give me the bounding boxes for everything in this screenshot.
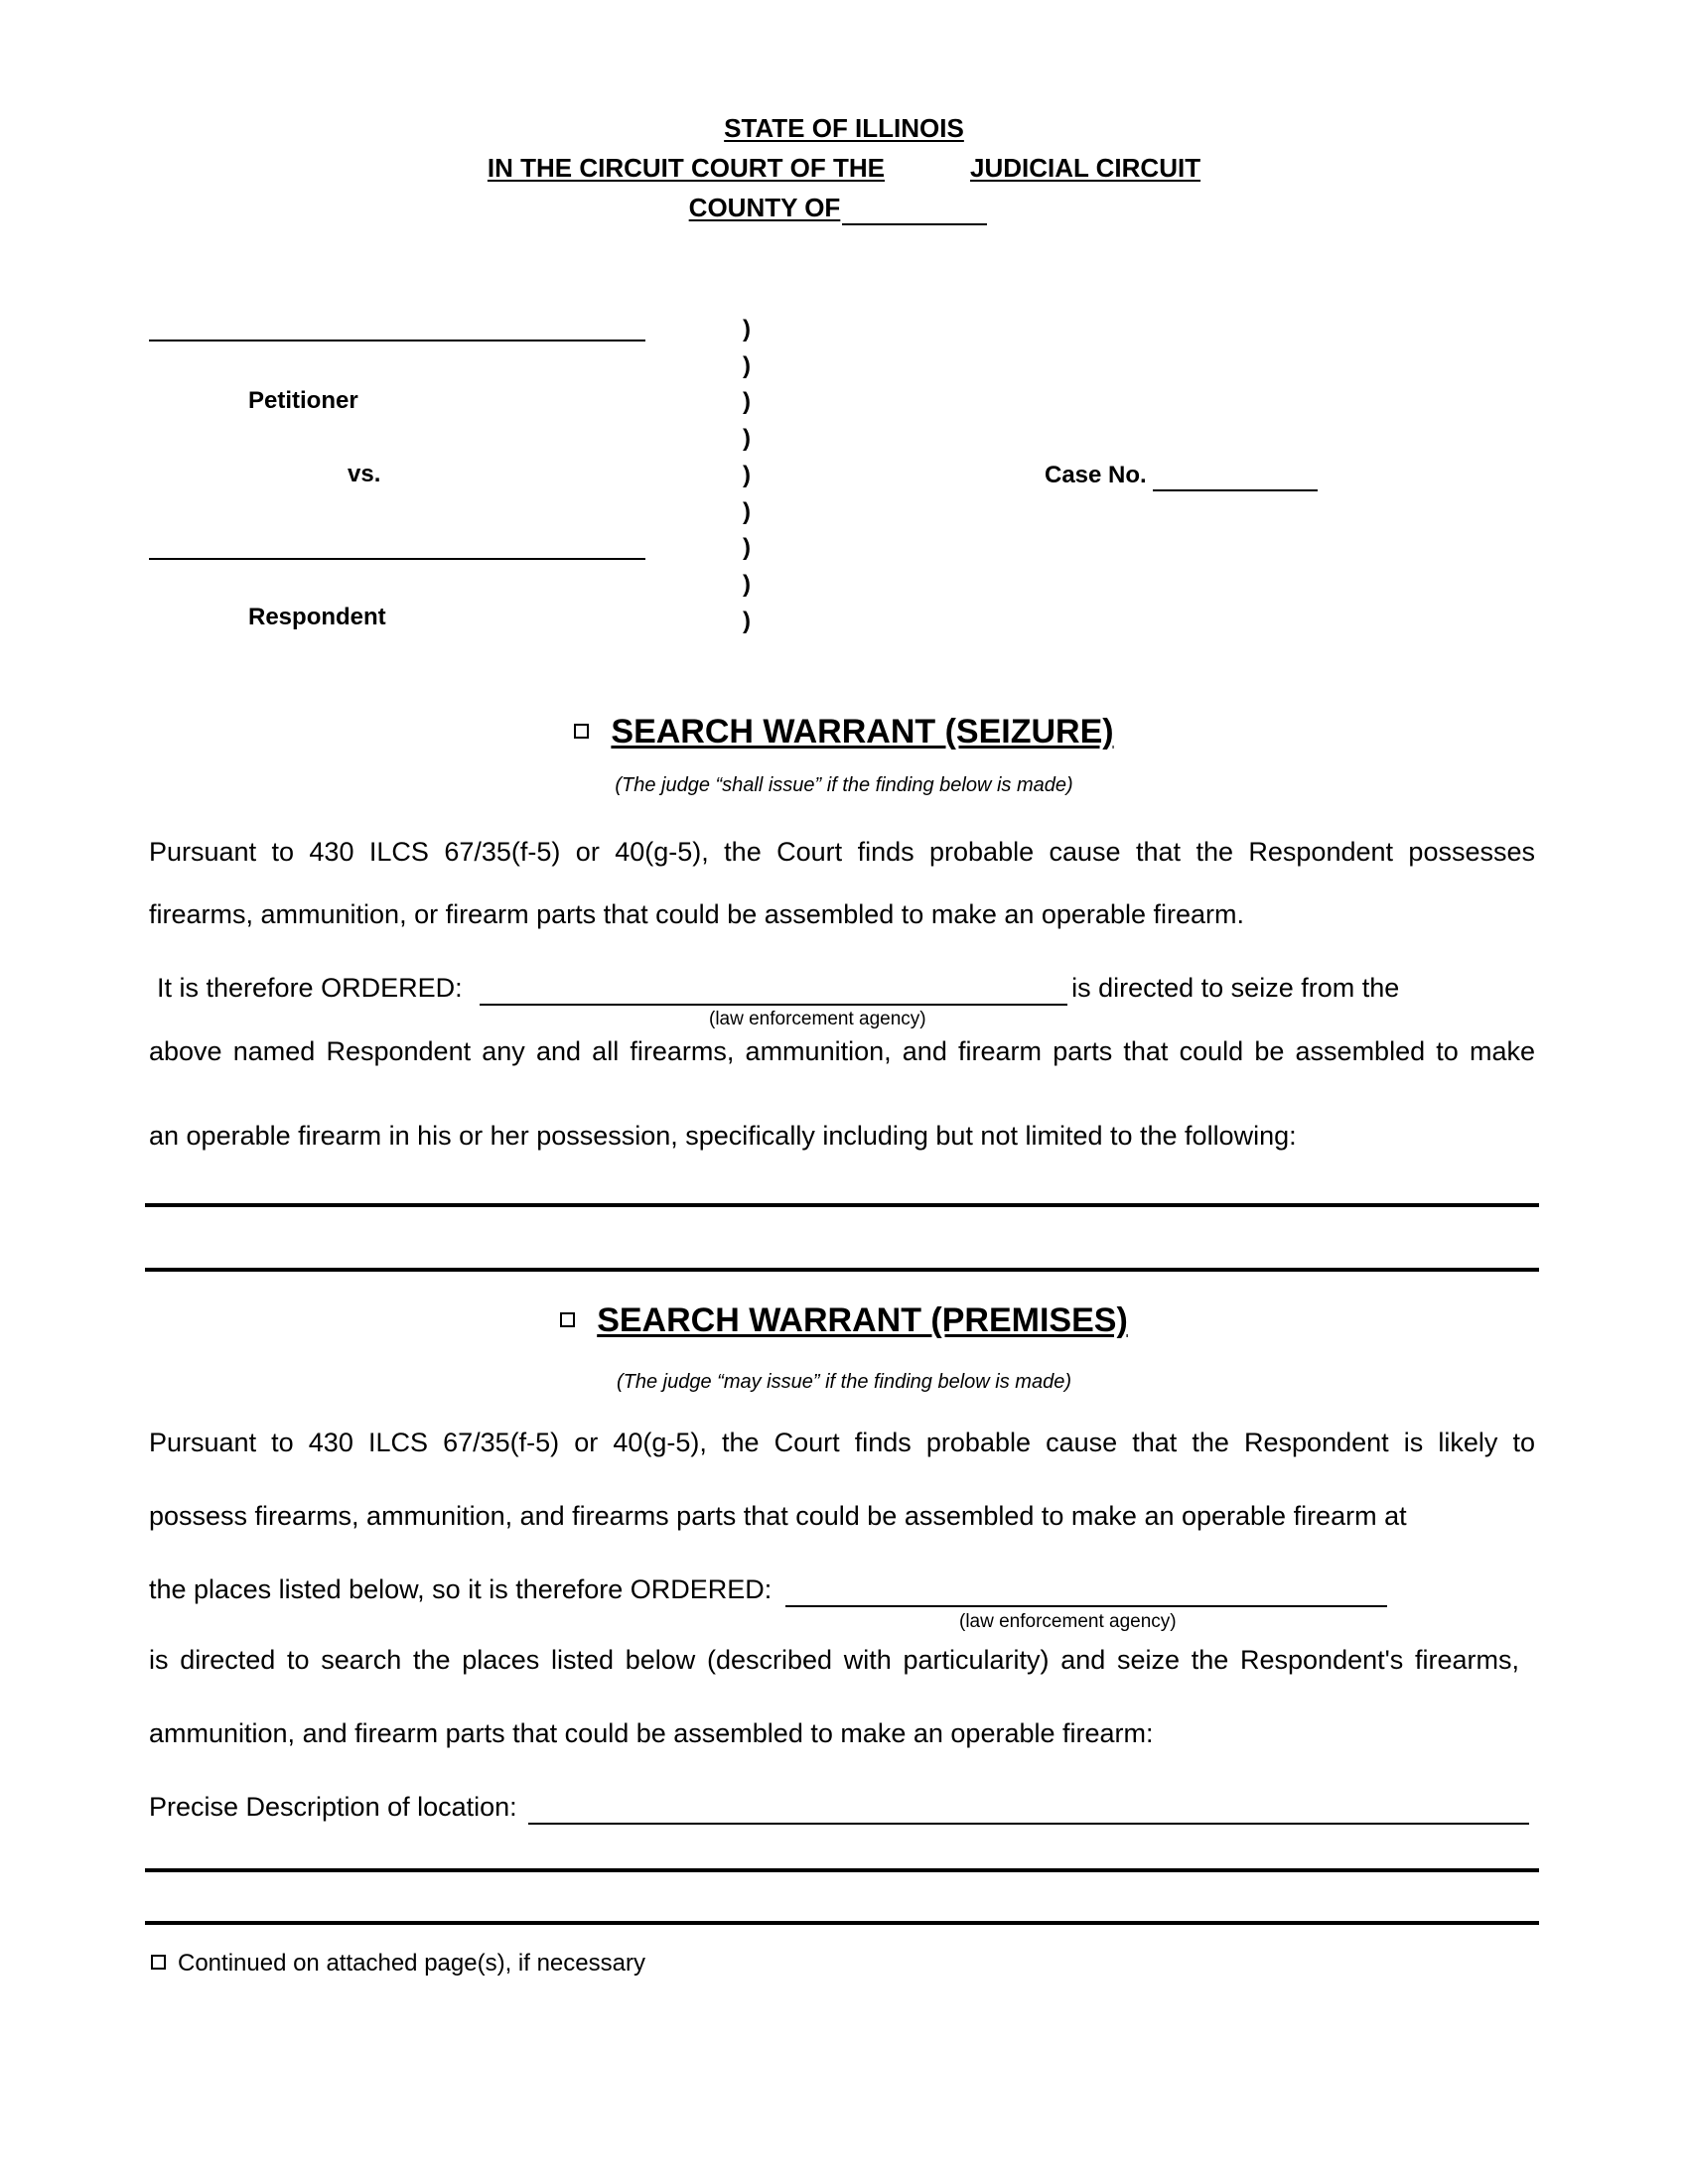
location-line — [149, 1792, 1529, 1825]
seizure-heading — [0, 713, 1688, 751]
continued-label: Continued on attached page(s), if necessary — [178, 1950, 645, 1977]
seizure-para2-line2: an operable firearm in his or her possession, specifically including but not limited to the following: — [149, 1121, 1297, 1151]
caption-paren: ) — [743, 462, 751, 488]
header-court-prefix: IN THE CIRCUIT COURT OF THE — [487, 153, 885, 183]
vs-label: vs. — [348, 461, 381, 487]
case-number — [1045, 462, 1318, 491]
premises-agency-blank[interactable] — [785, 1574, 1387, 1607]
seizure-checkbox[interactable] — [574, 724, 589, 739]
caption-paren: ) — [743, 498, 751, 525]
seizure-ordered-line — [157, 973, 1399, 1006]
case-no-label: Case No. — [1045, 462, 1147, 488]
header-court — [0, 153, 1688, 184]
seizure-note: (The judge “shall issue” if the finding below is made) — [615, 774, 1073, 796]
seizure-para2-line1: above named Respondent any and all firearms, ammunition, and firearm parts that could be assembled to make — [149, 1036, 1535, 1066]
seizure-items-line[interactable] — [145, 1203, 1539, 1207]
seizure-para1-line1: Pursuant to 430 ILCS 67/35(f-5) or 40(g-5), the Court finds probable cause that the Respondent possesses — [149, 837, 1535, 867]
seizure-title: SEARCH WARRANT (SEIZURE) — [611, 713, 1114, 751]
header-state: STATE OF ILLINOIS — [724, 113, 964, 143]
header-county — [0, 193, 1682, 225]
premises-agency-caption: (law enforcement agency) — [959, 1611, 1177, 1632]
premises-para1-line1: Pursuant to 430 ILCS 67/35(f-5) or 40(g-5), the Court finds probable cause that the Respondent is likely to — [149, 1428, 1535, 1457]
caption-paren: ) — [743, 534, 751, 561]
seizure-para1-line2: firearms, ammunition, or firearm parts that could be assembled to make an operable firearm. — [149, 899, 1244, 929]
location-label: Precise Description of location: — [149, 1792, 517, 1822]
premises-checkbox[interactable] — [560, 1312, 575, 1327]
county-blank[interactable] — [842, 193, 987, 225]
premises-ordered-line — [149, 1574, 1387, 1607]
petitioner-label: Petitioner — [248, 387, 358, 414]
seizure-agency-blank[interactable] — [480, 973, 1067, 1006]
premises-heading — [0, 1301, 1688, 1340]
caption-paren: ) — [743, 388, 751, 415]
premises-ordered-prefix: the places listed below, so it is therefore ORDERED: — [149, 1574, 773, 1604]
petitioner-name-line[interactable] — [149, 340, 645, 341]
caption-paren: ) — [743, 571, 751, 598]
case-no-blank[interactable] — [1153, 462, 1318, 491]
premises-note: (The judge “may issue” if the finding below is made) — [617, 1371, 1071, 1393]
circuit-blank[interactable] — [885, 153, 970, 184]
caption-paren: ) — [743, 352, 751, 379]
location-line-extra[interactable] — [145, 1868, 1539, 1872]
seizure-agency-caption: (law enforcement agency) — [709, 1009, 926, 1029]
header-court-suffix: JUDICIAL CIRCUIT — [970, 153, 1201, 183]
continued-checkbox[interactable] — [151, 1955, 166, 1970]
seizure-ordered-suffix: is directed to seize from the — [1071, 973, 1400, 1003]
location-blank[interactable] — [528, 1792, 1529, 1825]
location-line-extra[interactable] — [145, 1921, 1539, 1925]
premises-para2-line1: is directed to search the places listed below (described with particularity) and seize the Respondent's firearms, — [149, 1645, 1519, 1675]
respondent-label: Respondent — [248, 604, 386, 630]
premises-para1-line2: possess firearms, ammunition, and firearms parts that could be assembled to make an operable firearm at — [149, 1501, 1407, 1531]
respondent-name-line[interactable] — [149, 558, 645, 560]
premises-para2-line2: ammunition, and firearm parts that could be assembled to make an operable firearm: — [149, 1718, 1154, 1748]
premises-title: SEARCH WARRANT (PREMISES) — [597, 1301, 1128, 1339]
caption-paren: ) — [743, 425, 751, 452]
seizure-ordered-prefix: It is therefore ORDERED: — [157, 973, 463, 1003]
seizure-items-line[interactable] — [145, 1268, 1539, 1272]
caption-paren: ) — [743, 316, 751, 342]
caption-paren: ) — [743, 608, 751, 634]
continued-row — [151, 1950, 645, 1978]
header-county-label: COUNTY OF — [688, 193, 841, 222]
